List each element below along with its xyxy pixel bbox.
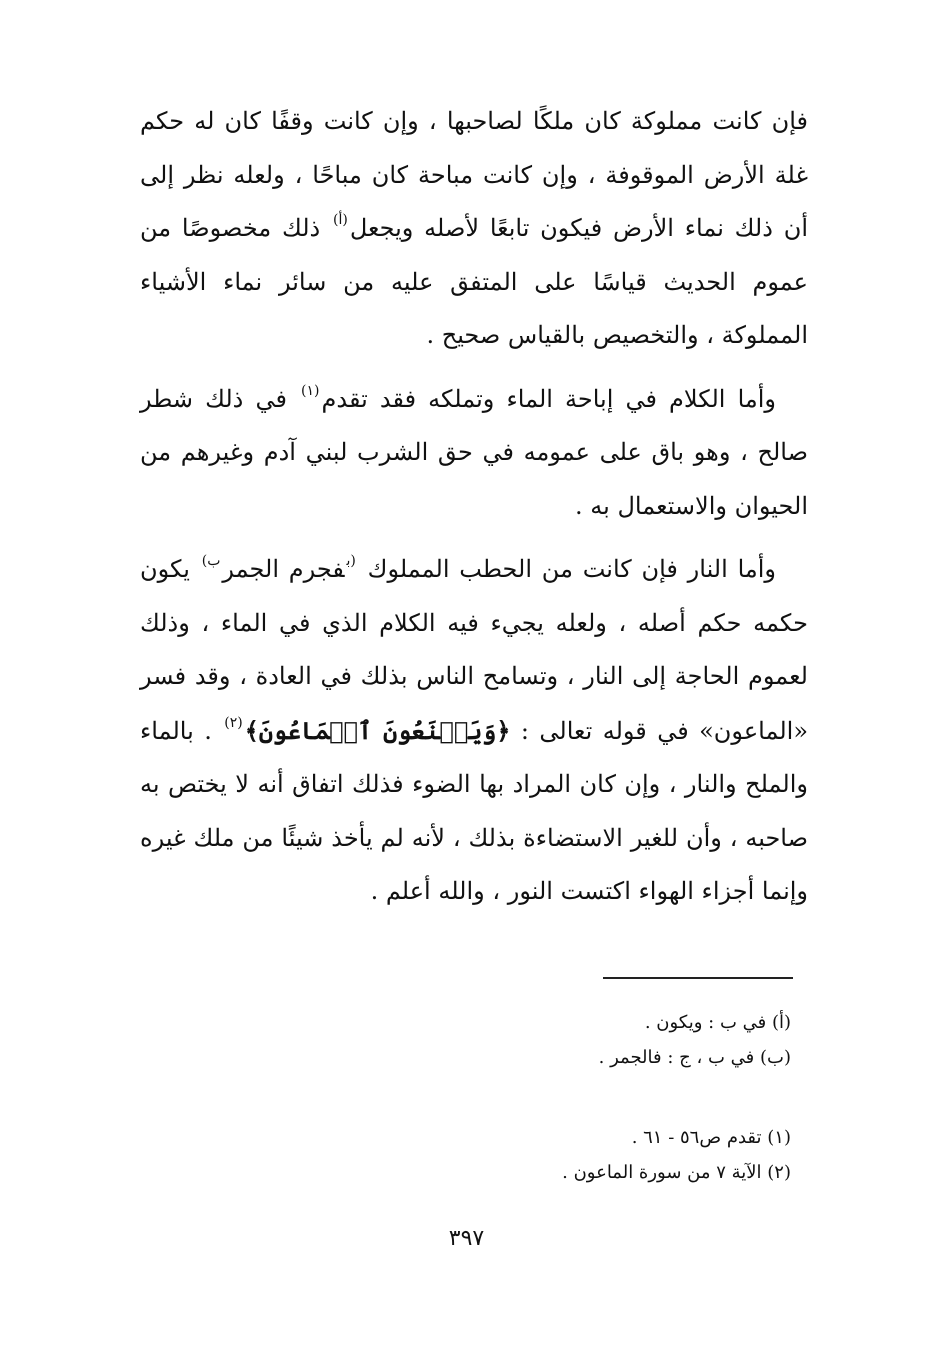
reference-footnotes	[231, 1120, 791, 1190]
paragraph-3-text-c: . بالماء والملح والنار ، وإن كان المراد بها الضوء فذلك اتفاق أنه لا يختص به صاحبه ، وأن للغير الاستضاءة بذلك ، لأنه لم يأخذ شيئًا من ملك غيره وإنما أجزاء الهواء اكتست النور ، والله أعلم .	[140, 716, 808, 905]
paragraph-2-text-a: وأما الكلام في إباحة الماء وتملكه فقد تقدم	[321, 384, 776, 413]
paragraph-2	[140, 373, 808, 534]
paragraph-2-text-b: في ذلك شطر صالح ، وهو باق على عمومه في حق الشرب لبني آدم وغيرهم من الحيوان والاستعمال به .	[140, 384, 808, 520]
quran-verse: ﴿وَيَمۡنَعُونَ ٱلۡمَاعُونَ﴾	[244, 715, 511, 745]
reference-note-2: (٢) الآية ٧ من سورة الماعون .	[562, 1162, 791, 1183]
paragraph-3-variant-text: فجرم الجمر	[222, 555, 345, 583]
footnote-marker-alif: (أ)	[333, 212, 348, 228]
footnote-marker-2: (٢)	[224, 714, 243, 731]
variant-marker-ba-open: (ب	[346, 553, 356, 569]
paragraph-1-text-b: ذلك مخصوصًا من عموم الحديث قياسًا على المتفق عليه من سائر نماء الأشياء المملوكة ، والتخصيص بالقياس صحيح .	[140, 214, 809, 349]
paragraph-1-text-a: فإن كانت مملوكة كان ملكًا لصاحبها ، وإن كانت وقفًا كان له حكم غلة الأرض الموقوفة ، وإن كانت مباحة كان مباحًا ، ولعله نظر إلى أن ذلك نماء الأرض فيكون تابعًا لأصله ويجعل	[140, 107, 808, 242]
reference-note-1: (١) تقدم ص٥٦ - ٦١ .	[631, 1127, 791, 1148]
variant-footnotes	[231, 1005, 791, 1075]
footnote-separator	[603, 977, 793, 979]
variant-note-ba: (ب) في ب ، ج : فالجمر .	[598, 1047, 791, 1068]
paragraph-3-text-a: وأما النار فإن كانت من الحطب المملوك	[357, 555, 776, 583]
paragraph-1	[140, 95, 808, 363]
page-number: ٣٩٧	[448, 1226, 485, 1251]
variant-note-alif: (أ) في ب : ويكون .	[644, 1012, 791, 1033]
variant-marker-ba-close: ب)	[201, 553, 221, 569]
paragraph-3-text-b: يكون حكمه حكم أصله ، ولعله يجيء فيه الكلام الذي في الماء ، وذلك لعموم الحاجة إلى النار ، وتسامح الناس بذلك في العادة ، وقد فسر «الماعون» في قوله تعالى :	[140, 555, 808, 745]
footnote-marker-1: (١)	[301, 382, 320, 399]
main-text	[140, 95, 808, 929]
paragraph-3	[140, 543, 808, 919]
